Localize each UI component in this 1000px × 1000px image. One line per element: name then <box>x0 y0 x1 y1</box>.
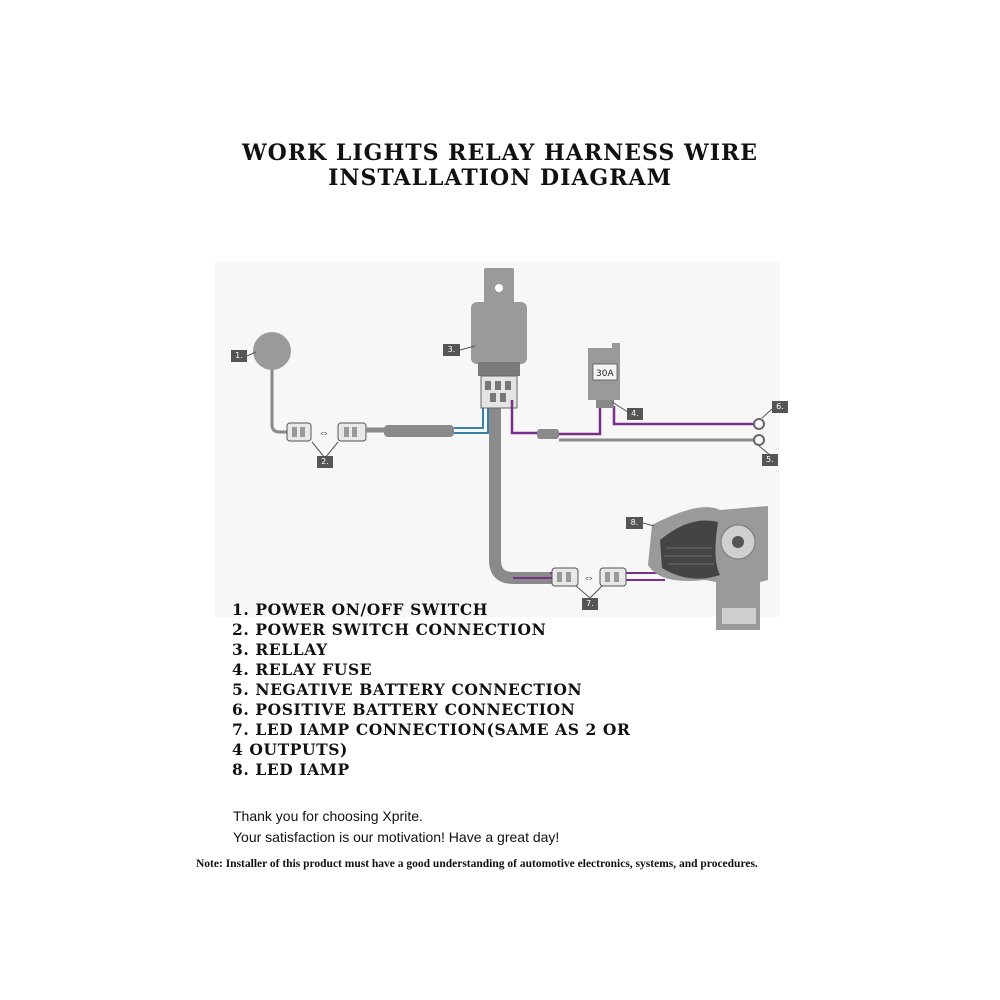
callout-3: 3. <box>443 344 460 356</box>
legend-item: 2. POWER SWITCH CONNECTION <box>232 620 547 639</box>
switch-connector-arrow: ⇔ <box>318 427 330 439</box>
title-line-1: WORK LIGHTS RELAY HARNESS WIRE <box>241 140 759 166</box>
legend-item: 1. POWER ON/OFF SWITCH <box>232 600 489 619</box>
fuse-rating: 30A <box>596 369 614 379</box>
callout-1: 1. <box>231 350 247 362</box>
callout-4: 4. <box>627 408 643 420</box>
callout-7: 7. <box>582 598 598 610</box>
title-line-2: INSTALLATION DIAGRAM <box>328 165 672 191</box>
legend-item: 6. POSITIVE BATTERY CONNECTION <box>232 700 576 719</box>
inline-sleeve <box>537 429 559 439</box>
lamp-connector-arrow: ⇔ <box>583 572 595 584</box>
legend-item: 3. RELLAY <box>232 640 328 659</box>
legend-item: 4 OUTPUTS) <box>232 740 348 759</box>
legend-item: 7. LED IAMP CONNECTION(SAME AS 2 OR <box>232 720 631 739</box>
legend-item: 4. RELAY FUSE <box>232 660 373 679</box>
legend-item: 5. NEGATIVE BATTERY CONNECTION <box>232 680 583 699</box>
callout-5: 5. <box>762 454 778 466</box>
thanks-line-2: Your satisfaction is our motivation! Have a great day! <box>233 829 560 845</box>
thanks-line-1: Thank you for choosing Xprite. <box>233 808 423 824</box>
power-switch <box>253 332 291 370</box>
legend-item: 8. LED IAMP <box>232 760 350 779</box>
loom-sleeve-left <box>384 425 454 437</box>
legend-list <box>232 600 631 780</box>
callout-6: 6. <box>772 401 788 413</box>
callout-2: 2. <box>317 456 333 468</box>
installer-note: Note: Installer of this product must have a good understanding of automotive electronics, systems, and procedures. <box>196 858 758 870</box>
callout-8: 8. <box>626 517 643 529</box>
